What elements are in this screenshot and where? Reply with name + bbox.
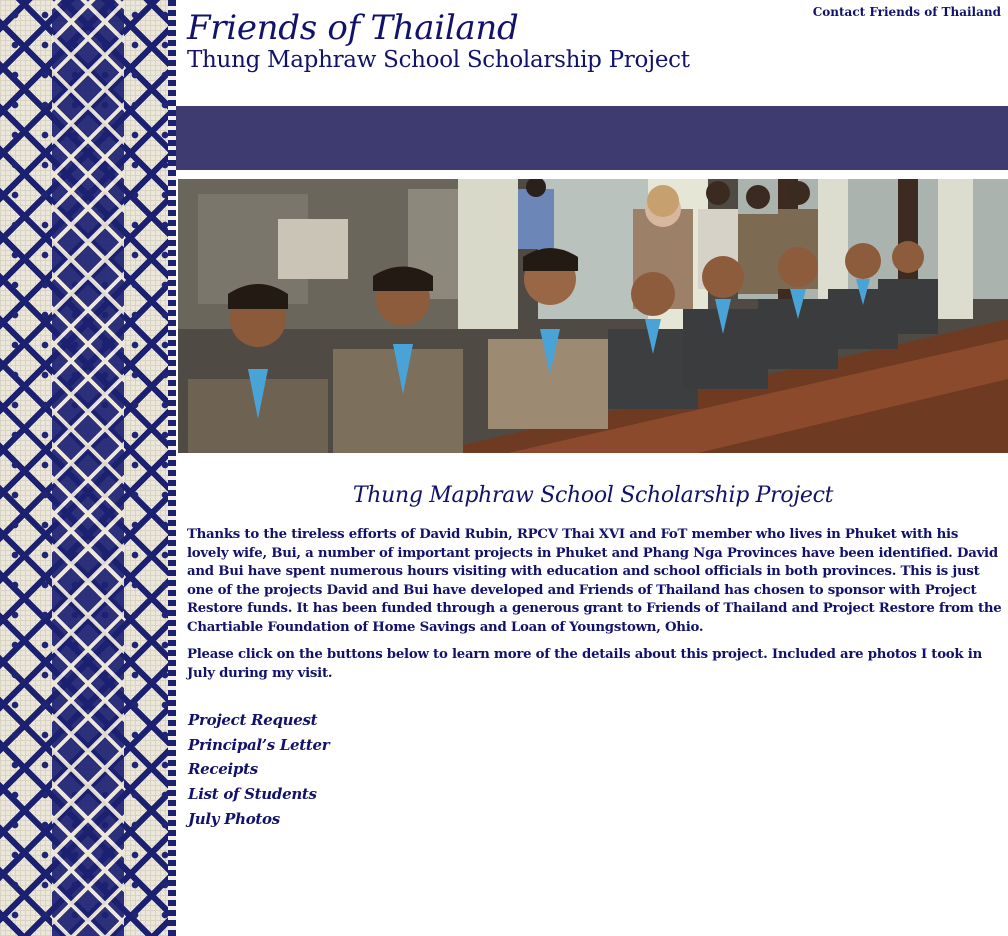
navigation-bar — [176, 106, 1008, 170]
list-item — [188, 809, 329, 834]
july-photos-link[interactable]: July Photos — [188, 809, 280, 828]
receipts-link[interactable]: Receipts — [188, 760, 258, 779]
principals-letter-link[interactable]: Principal’s Letter — [188, 735, 330, 754]
instructions-paragraph: Please click on the buttons below to learn more of the details about this project. Included are photos I took in July during my visit. — [187, 647, 982, 681]
list-item — [188, 735, 329, 760]
contact-link[interactable]: Contact Friends of Thailand — [812, 5, 1001, 19]
intro-paragraph: Thanks to the tireless efforts of David Rubin, RPCV Thai XVI and FoT member who lives in Phuket with his lovely wife, Bui, a number of important projects in Phuket and Phang Nga Provinces have been identified. David and Bui have spent numerous hours visiting with education and school officials in both provinces. This is just one of the projects David and Bui have developed and Friends of Thailand has chosen to sponsor with Project Restore funds. It has been funded through a generous grant to Friends of Thailand and Project Restore from the Chartiable Foundation of Home Savings and Loan of Youngstown, Ohio. — [187, 527, 1002, 635]
project-request-link[interactable]: Project Request — [188, 711, 318, 729]
site-title: Friends of Thailand — [187, 8, 519, 48]
woven-textile-border — [0, 0, 176, 936]
list-of-students-link[interactable]: List of Students — [188, 785, 317, 804]
list-item — [188, 759, 329, 784]
students-photo — [178, 179, 1008, 453]
list-item — [188, 784, 329, 809]
list-item — [188, 710, 329, 735]
site-subtitle: Thung Maphraw School Scholarship Project — [187, 47, 690, 73]
page-heading: Thung Maphraw School Scholarship Project — [352, 483, 834, 508]
project-links — [188, 710, 329, 833]
